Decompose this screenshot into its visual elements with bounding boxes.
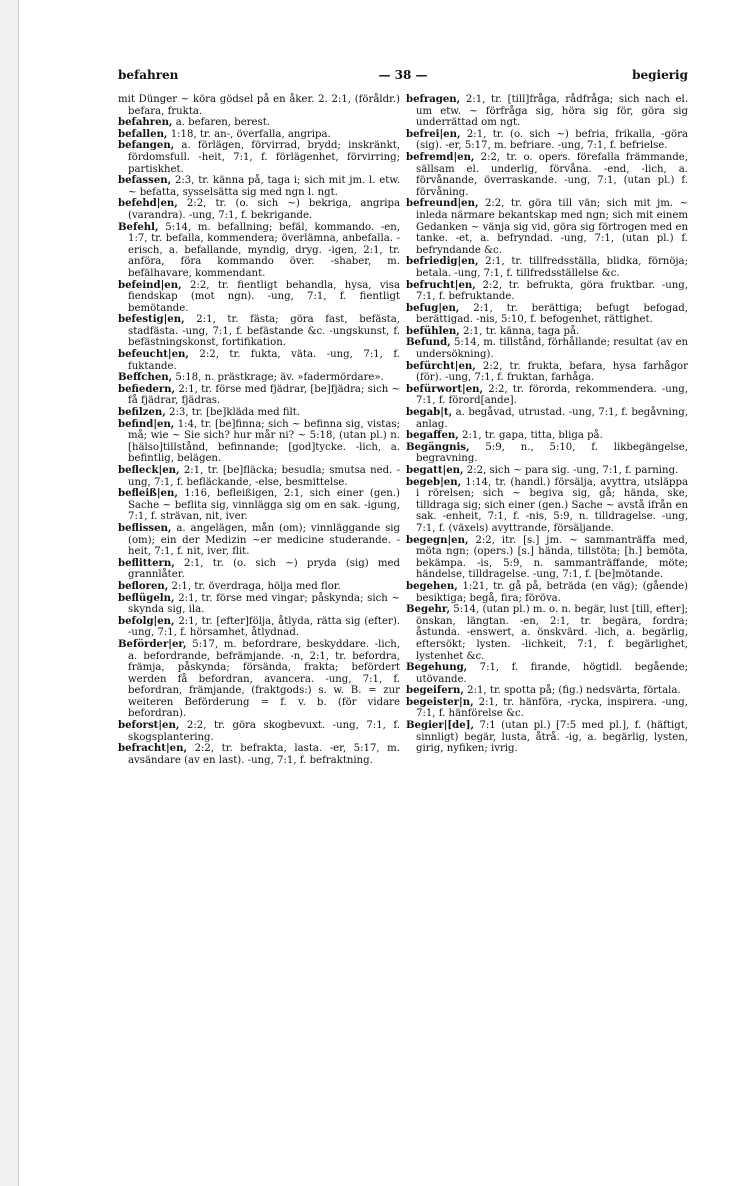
entry-headword: befremd|en, [406,150,475,163]
dictionary-entry [406,361,688,384]
entry-headword: Beffchen, [118,371,173,384]
dictionary-entry [118,419,400,465]
entry-definition: 5:14, (utan pl.) m. o. n. begär, lust [till, efter]; önskan, längtan. -en, 2:1, tr. begära, fordra; åstunda. -enswert, a. önskvärd. -lich, a. begärlig, eftersökt; lysten. -lichkeit, 7:1, f. begärlighet, lystenhet &c. [416,604,689,662]
entry-headword: begaffen, [406,429,459,442]
entry-definition: a. förlägen, förvirrad, brydd; inskränkt, fördomsfull. -heit, 7:1, f. förlägenhet, förvirring; partiskhet. [128,140,401,175]
entry-headword: befloren, [118,579,169,592]
entry-headword: befreund|en, [406,197,479,210]
dictionary-entry [118,488,400,523]
page-header [118,68,688,88]
dictionary-entry [118,140,400,175]
dictionary-entry [118,523,400,558]
entry-definition: a. befaren, berest. [175,117,270,129]
dictionary-entry [406,535,688,581]
entry-headword: befestig|en, [118,313,185,326]
entry-headword: befehd|en, [118,197,178,210]
dictionary-entry [118,349,400,372]
entry-definition: 2:1, tr. förse med fjädrar, [be]fjädra; sich ~ få fjädrar, fjädras. [128,383,401,407]
entry-definition: 2:2, tr. befrakta, lasta. -er, 5:17, m. avsändare (av en last). -ung, 7:1, f. befraktning. [128,743,401,766]
entry-definition: 7:1 (utan pl.) [7:5 med pl.], f. (häftigt, sinnligt) begär, lusta, åtrå. -ig, a. begärlig, lysten, girig, nyfiken; ivrig. [416,720,689,755]
entry-headword: befilzen, [118,406,166,419]
entry-headword: Befund, [406,336,451,349]
entry-definition: 5:17, m. befordrare, beskyddare. -lich, a. befordrande, befrämjande. -n, 2:1, tr. befordra, främja, påskynda; försända, frakta; befördert werden få befordran, avancera. -ung, 7:1, f. befordran, främjande, (fraktgods:) s. w. B. = zur weiteren Beförderung = f. v. b. (för vidare befordran). [128,638,400,720]
entry-definition: 2:1, tr. berättiga; befugt befogad, berättigad. -nis, 5:10, f. befogenhet, rättighet. [416,302,688,326]
entry-headword: begeb|en, [406,475,462,488]
entry-definition: 1:14, tr. (handl.) försälja, avyttra, utsläppa i rörelsen; sich ~ begiva sig, gå; hända, ske, tilldraga sig; sich einer (gen.) Sache ~ avstå ifrån en sak. -enheit, 7:1, f. -nis, 5:9, n. tilldragelse. -ung, 7:1, f. (växels) avyttrande, försäljande. [416,476,688,534]
entry-definition: 2:2, tr. befrukta, göra fruktbar. -ung, 7:1, f. befruktande. [416,279,689,303]
dictionary-entry [406,662,688,685]
dictionary-entry [406,280,688,303]
entry-definition: 2:1, tr. överdraga, hölja med flor. [171,580,341,592]
entry-definition: 2:1, tr. förse med vingar; påskynda; sich ~ skynda sig, ila. [128,592,401,616]
right-column [406,94,688,755]
entry-headword: befeind|en, [118,278,182,291]
dictionary-entry [406,697,688,720]
dictionary-entry [118,222,400,280]
dictionary-entry [118,384,400,407]
entry-headword: beflissen, [118,521,172,534]
entry-headword: befiedern, [118,382,176,395]
page-number: — 38 — [378,68,428,82]
entry-definition: 2:2, tr. fukta, väta. -ung, 7:1, f. fuktande. [128,349,400,372]
header-right-catchword: begierig [632,68,688,82]
entry-definition: 5:9, n., 5:10, f. likbegängelse, begravning. [416,441,688,465]
entry-headword: befühlen, [406,324,460,337]
dictionary-entry [406,604,688,662]
entry-definition: 2:1, tr. (o. sich ~) befria, frikalla, -göra (sig). -er, 5:17, m. befriare. -ung, 7:1, f. befrielse. [416,128,689,152]
entry-headword: befürcht|en, [406,359,476,372]
header-left-catchword: befahren [118,68,179,82]
left-column [118,94,400,766]
entry-headword: begatt|en, [406,464,464,476]
entry-definition: mit Dünger ~ köra gödsel på en åker. 2. 2:1, (föråldr.) befara, frukta. [118,94,400,117]
entry-headword: befürwort|en, [406,382,484,395]
entry-definition: a. begåvad, utrustad. -ung, 7:1, f. begåvning, anlag. [416,407,689,430]
dictionary-entry [118,314,400,349]
dictionary-entry [406,720,688,755]
dictionary-entry [406,407,688,430]
entry-definition: 2:3, tr. [be]kläda med filt. [169,407,301,419]
entry-headword: befolg|en, [118,614,175,627]
page-edge [0,0,19,1186]
entry-definition: 2:1, tr. känna, taga på. [463,325,580,337]
entry-definition: 7:1, f. firande, högtidl. begående; utövande. [416,662,688,685]
dictionary-entry [118,280,400,315]
entry-definition: 2:1, tr. gapa, titta, bliga på. [462,430,603,442]
dictionary-entry [406,94,688,129]
entry-definition: 2:2, itr. [s.] jm. ~ sammanträffa med, möta ngn; (opers.) [s.] hända, tillstöta; [h.] bemöta, bekämpa. -is, 5:9, n. sammanträffande, möte; händelse, tilldragelse. -ung, 7:1, f. [be]mötande. [416,534,689,581]
dictionary-entry [406,477,688,535]
entry-headword: befassen, [118,174,172,187]
entry-definition: 2:1, tr. [till]fråga, rådfråga; sich nach el. um etw. ~ förfråga sig, höra sig för, göra sig underrättad om ngt. [416,94,689,129]
entry-definition: 5:14, m. befallning; befäl, kommando. -en, 1:7, tr. befalla, kommendera; överlämna, anbefalla. -erisch, a. befallande, myndig, dryg. -igen, 2:1, tr. anföra, föra kommando över. -shaber, m. befälhavare, kommendant. [128,221,400,279]
entry-definition: 2:2, tr. göra till vän; sich mit jm. ~ inleda närmare bekantskap med ngn; sich mit einem Gedanken ~ vänja sig vid, göra sig förtrogen med en tanke. -et, a. befryndad. -ung, 7:1, (utan pl.) f. befryndande &c. [416,198,689,256]
entry-definition: 5:18, n. prästkrage; äv. »fadermördare». [175,372,384,384]
entry-headword: Begängnis, [406,440,470,453]
dictionary-entry [118,593,400,616]
dictionary-entry [406,337,688,360]
dictionary-entry [118,743,400,766]
entry-headword: befleck|en, [118,464,180,476]
entry-headword: begehen, [406,579,458,592]
dictionary-entry [406,442,688,465]
dictionary-entry [118,720,400,743]
dictionary-entry [118,639,400,720]
entry-headword: beflügeln, [118,591,175,604]
entry-headword: befriedig|en, [406,255,479,268]
entry-headword: begeifern, [406,684,464,697]
entry-headword: begab|t, [406,406,453,419]
entry-headword: befahren, [118,116,173,129]
entry-definition: 1:4, tr. [be]finna; sich ~ befinna sig, vistas; må; wie ~ Sie sich? hur mår ni? ~ 5:18, (utan pl.) n. [hälso]tillstånd, befinnande; [god]tycke. -lich, a. befintlig, belägen. [128,418,400,465]
entry-headword: befrei|en, [406,127,461,140]
dictionary-entry [406,303,688,326]
entry-headword: befragen, [406,93,461,105]
entry-definition: 2:1, tr. [efter]följa, åtlyda, rätta sig (efter). -ung, 7:1, f. hörsamhet, åtlydnad. [128,615,400,639]
entry-headword: beforst|en, [118,719,180,732]
entry-definition: 2:2, tr. frukta, befara, hysa farhågor (för). -ung, 7:1, f. fruktan, farhåga. [416,360,688,384]
entry-headword: begeister|n, [406,695,474,708]
entry-definition: 2:1, tr. (o. sich ~) pryda (sig) med grannlåter. [128,557,400,581]
entry-headword: befracht|en, [118,742,187,755]
dictionary-entry [118,175,400,198]
entry-definition: 2:2, tr. förorda, rekommendera. -ung, 7:1, f. förord[ande]. [416,383,689,407]
entry-headword: befind|en, [118,417,175,430]
dictionary-entry [406,129,688,152]
entry-headword: befug|en, [406,301,460,314]
entry-headword: befeucht|en, [118,348,189,361]
entry-headword: Befehl, [118,220,159,233]
entry-definition: 2:1, tr. hänföra, -rycka, inspirera. -ung, 7:1, f. hänförelse &c. [416,696,689,720]
entry-definition: a. angelägen, mån (om); vinnläggande sig (om); ein der Medizin ~er medicine studerande. -heit, 7:1, f. nit, iver, flit. [128,522,401,558]
entry-definition: 2:2, sich ~ para sig. -ung, 7:1, f. parning. [466,465,679,476]
dictionary-entry [406,152,688,198]
entry-headword: Begehung, [406,661,468,674]
dictionary-entry [406,581,688,604]
entry-definition: 1:16, befleißigen, 2:1, sich einer (gen.) Sache ~ beflita sig, vinnlägga sig om en sak. -igung, 7:1, f. strävan, nit, iver. [128,488,401,523]
dictionary-entry [406,256,688,279]
entry-headword: befleiß|en, [118,487,178,500]
dictionary-entry [118,198,400,221]
entry-headword: Beförder|er, [118,637,187,650]
entry-headword: begegn|en, [406,533,469,546]
entry-definition: 2:1, tr. tillfredsställa, blidka, förnöja; betala. -ung, 7:1, f. tillfredsställelse &c. [416,256,688,279]
entry-definition: 2:2, tr. fientligt behandla, hysa, visa fiendskap (mot ngn). -ung, 7:1, f. fientligt bemötande. [128,279,401,314]
entry-definition: 2:1, tr. fästa; göra fast, befästa, stadfästa. -ung, 7:1, f. befästande &c. -ungskunst, f. befästningskonst, fortifikation. [128,314,400,349]
dictionary-entry [406,198,688,256]
dictionary-entry [118,465,400,488]
entry-definition: 2:3, tr. känna på, taga i; sich mit jm. l. etw. ~ befatta, sysselsätta sig med ngn l. ngt. [128,175,400,198]
entry-headword: Begehr, [406,603,451,616]
dictionary-entry [406,384,688,407]
entry-headword: befrucht|en, [406,278,476,291]
entry-headword: befallen, [118,127,168,140]
entry-definition: 2:2, tr. (o. sich ~) bekriga, angripa (varandra). -ung, 7:1, f. bekrigande. [128,198,401,221]
dictionary-entry [118,94,400,117]
dictionary-entry [118,616,400,639]
dictionary-entry [118,558,400,581]
entry-definition: 1:18, tr. an-, överfalla, angripa. [170,128,331,140]
entry-definition: 2:1, tr. [be]fläcka; besudla; smutsa ned. -ung, 7:1, f. befläckande, -else, besmittelse. [128,465,400,488]
entry-definition: 5:14, m. tillstånd, förhållande; resultat (av en undersökning). [416,337,689,361]
entry-definition: 2:2, tr. göra skogbevuxt. -ung, 7:1, f. skogsplantering. [128,720,400,743]
entry-headword: befangen, [118,139,175,152]
entry-definition: 1:21, tr. gå på, beträda (en väg); (gående) besiktiga; begå, fira; föröva. [416,580,689,604]
entry-definition: 2:1, tr. spotta på; (fig.) nedsvärta, förtala. [467,685,681,697]
entry-headword: Begier|[de], [406,719,475,732]
entry-definition: 2:2, tr. o. opers. förefalla främmande, sällsam el. underlig, förvåna. -end, -lich, a. förvånande, överraskande. -ung, 7:1, (utan pl.) f. förvåning. [416,151,688,198]
entry-headword: beflittern, [118,556,175,569]
